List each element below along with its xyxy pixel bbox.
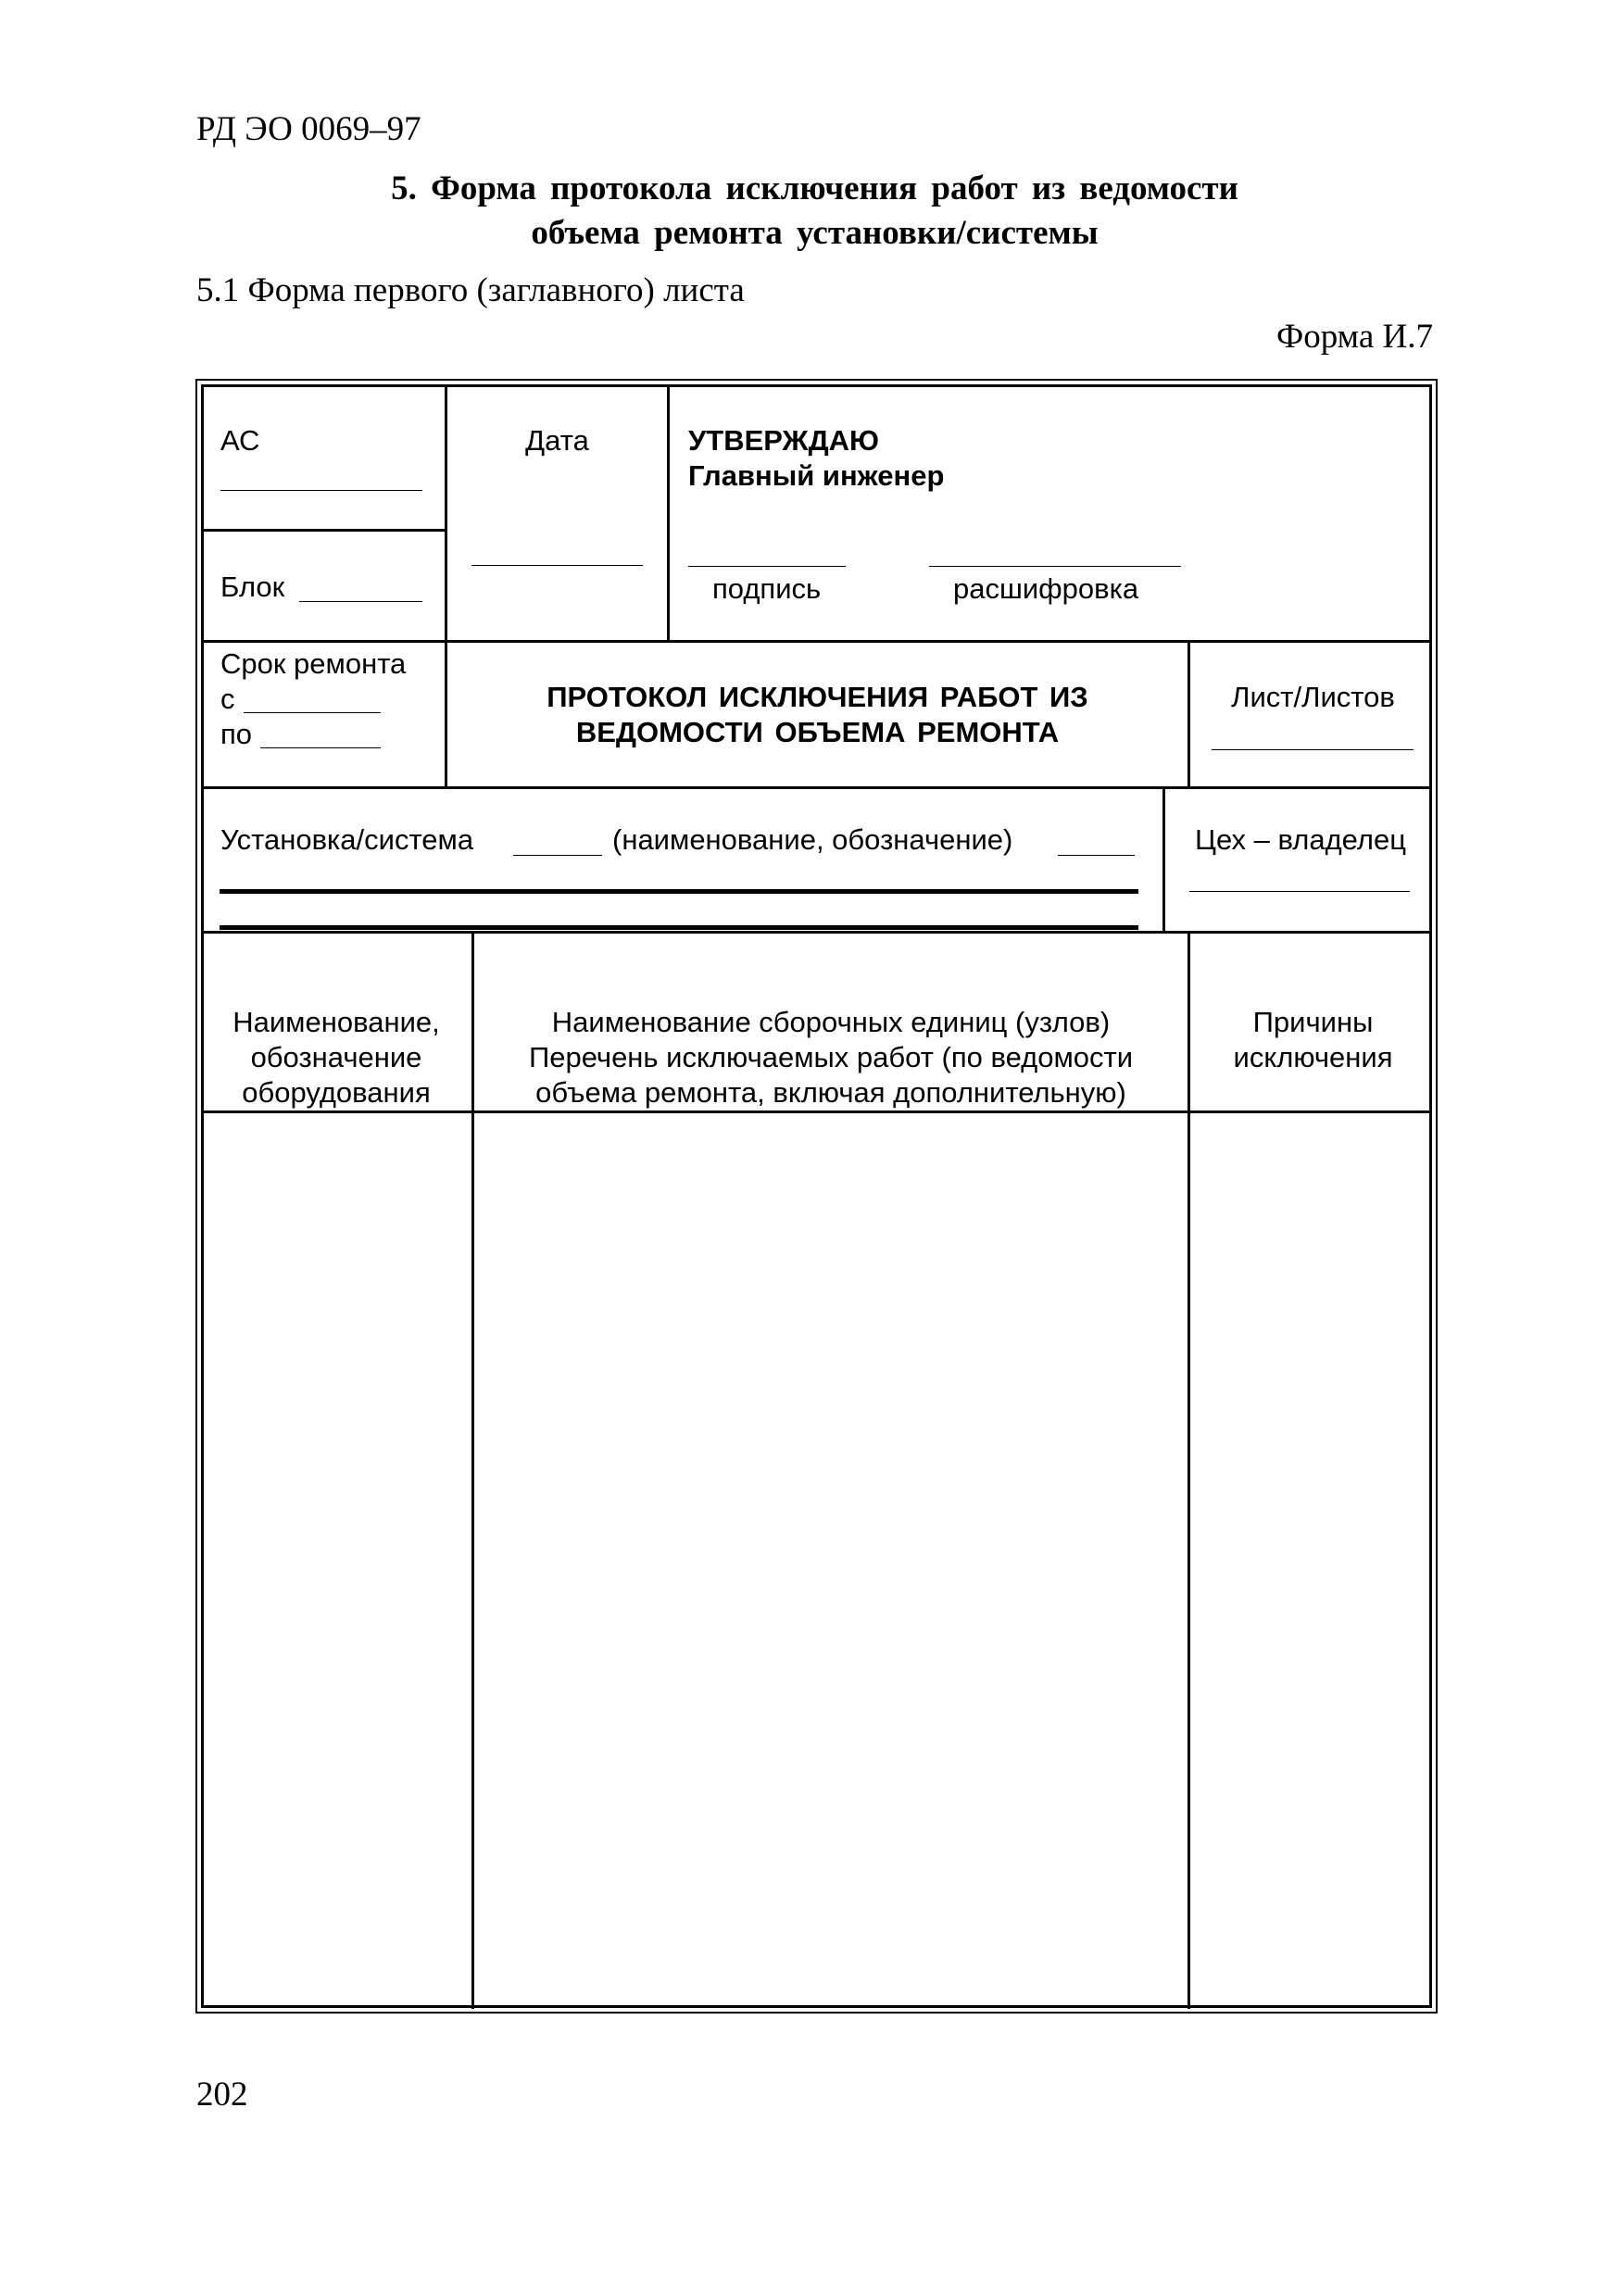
installation-label: Установка/система <box>220 823 474 856</box>
column-header-works-line1: Наименование сборочных единиц (узлов) <box>551 1006 1111 1038</box>
repair-from-field[interactable] <box>244 712 381 713</box>
subsection-heading: 5.1 Форма первого (заглавного) листа <box>196 271 745 309</box>
protocol-title-line2: ВЕДОМОСТИ ОБЪЕМА РЕМОНТА <box>575 716 1060 748</box>
grid-line <box>201 931 1432 934</box>
from-label: с <box>220 683 235 715</box>
installation-hint: (наименование, обозначение) <box>612 823 1013 856</box>
protocol-title-line1: ПРОТОКОЛ ИСКЛЮЧЕНИЯ РАБОТ ИЗ <box>547 681 1088 713</box>
workshop-owner-label: Цех – владелец <box>1195 823 1406 856</box>
column-header-equipment <box>201 1005 471 1110</box>
approve-label: УТВЕРЖДАЮ <box>688 424 880 457</box>
block-field[interactable] <box>299 601 422 602</box>
page-number: 202 <box>196 2076 248 2114</box>
installation-line-1[interactable] <box>220 889 1138 894</box>
column-header-works-line2: Перечень исключаемых работ (по ведомости <box>528 1041 1134 1073</box>
works-column-body[interactable] <box>474 1113 1187 2009</box>
sheet-label: Лист/Листов <box>1231 681 1395 713</box>
reasons-column-body[interactable] <box>1190 1113 1433 2009</box>
grid-line <box>1162 786 1165 934</box>
column-header-works-line3: объема ремонта, включая дополнительную) <box>535 1076 1126 1109</box>
as-label: АС <box>220 424 260 457</box>
form-label: Форма И.7 <box>1276 318 1433 356</box>
section-title <box>196 167 1433 256</box>
column-header-equipment-line3: оборудования <box>242 1076 431 1109</box>
decryption-caption: расшифровка <box>953 572 1139 605</box>
date-field[interactable] <box>471 565 643 566</box>
workshop-owner-field[interactable] <box>1189 891 1410 892</box>
decryption-field[interactable] <box>929 566 1181 567</box>
signature-caption: подпись <box>712 572 822 605</box>
date-label: Дата <box>525 424 589 457</box>
as-field[interactable] <box>220 490 422 491</box>
section-title-line1: 5. Форма протокола исключения работ из ведомости <box>391 169 1238 207</box>
equipment-column-body[interactable] <box>204 1113 471 2009</box>
document-code: РД ЭО 0069–97 <box>196 110 421 148</box>
installation-line-2[interactable] <box>220 925 1138 930</box>
installation-field-b[interactable] <box>1058 855 1135 856</box>
grid-line <box>201 529 447 532</box>
repair-period-label: Срок ремонта <box>220 647 407 680</box>
column-header-reasons-line1: Причины <box>1252 1006 1374 1038</box>
column-header-reasons-line2: исключения <box>1233 1041 1393 1073</box>
installation-field-a[interactable] <box>513 855 602 856</box>
section-title-line2: объема ремонта установки/системы <box>531 214 1099 252</box>
grid-line <box>667 384 670 643</box>
repair-to-field[interactable] <box>260 747 381 748</box>
chief-engineer-label: Главный инженер <box>688 459 945 492</box>
block-label: Блок <box>220 571 285 603</box>
column-header-reasons <box>1190 1005 1436 1075</box>
sheet-field[interactable] <box>1212 749 1414 750</box>
grid-line <box>201 640 1432 643</box>
column-header-equipment-line1: Наименование, <box>232 1006 440 1038</box>
grid-line <box>201 786 1432 789</box>
form-frame <box>195 379 1438 2014</box>
signature-field[interactable] <box>688 566 846 567</box>
column-header-equipment-line2: обозначение <box>250 1041 422 1073</box>
column-header-works <box>474 1005 1187 1110</box>
to-label: по <box>220 718 253 750</box>
